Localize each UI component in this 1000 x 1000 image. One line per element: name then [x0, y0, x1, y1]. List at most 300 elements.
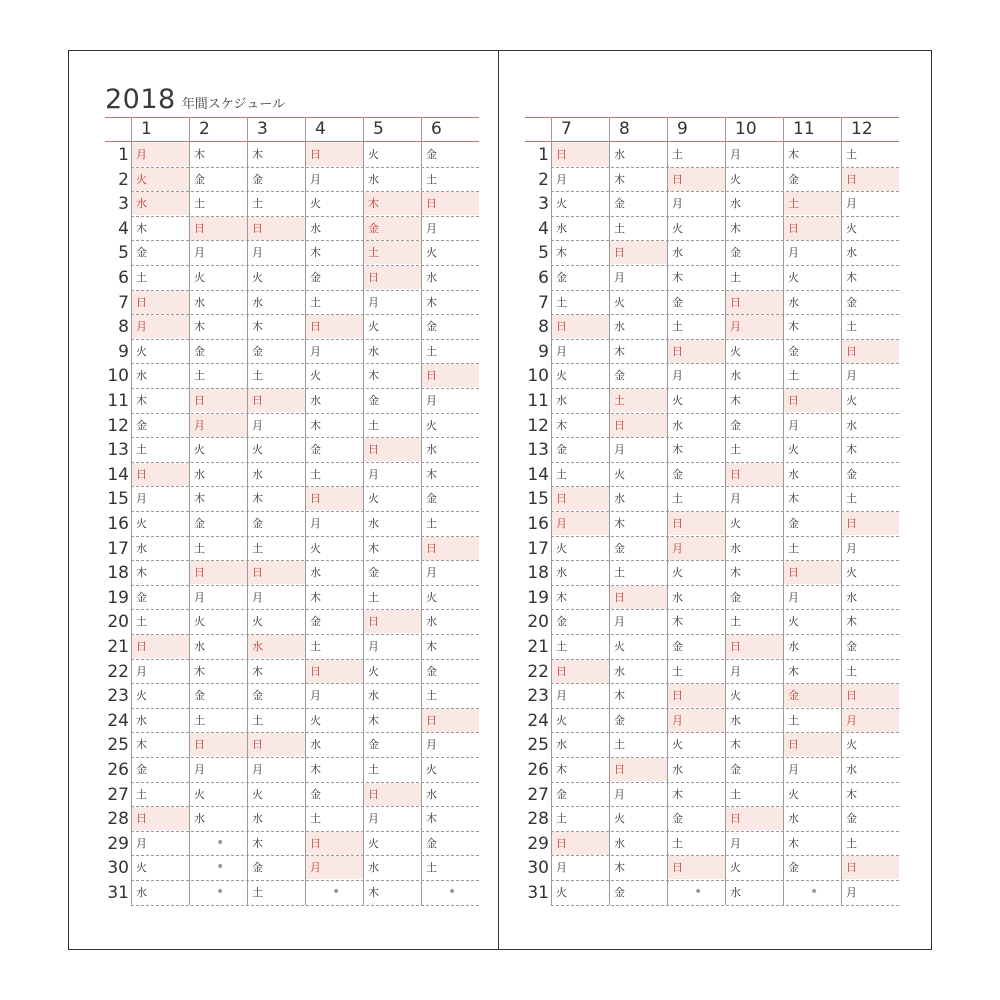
day-cell[interactable]: 火 — [556, 541, 567, 555]
day-cell[interactable]: 木 — [426, 295, 437, 309]
day-cell[interactable]: 月 — [726, 315, 783, 338]
day-cell[interactable]: 火 — [136, 861, 147, 875]
day-cell[interactable]: 金 — [194, 172, 205, 186]
day-cell[interactable]: 土 — [426, 689, 437, 703]
day-cell[interactable]: 火 — [556, 369, 567, 383]
day-cell[interactable]: 月 — [668, 709, 725, 732]
day-cell[interactable]: 土 — [252, 541, 263, 555]
day-cell[interactable]: 金 — [614, 197, 625, 211]
day-cell[interactable]: 土 — [252, 369, 263, 383]
day-cell[interactable]: 日 — [422, 364, 479, 387]
day-cell[interactable]: 水 — [310, 738, 321, 752]
day-cell[interactable]: 土 — [194, 713, 205, 727]
day-cell[interactable]: 日 — [364, 610, 421, 633]
day-cell[interactable]: 木 — [846, 787, 857, 801]
day-cell[interactable]: 火 — [614, 640, 625, 653]
day-cell[interactable]: 木 — [614, 172, 625, 186]
day-cell[interactable]: 火 — [426, 246, 437, 260]
day-cell[interactable]: 日 — [132, 635, 189, 658]
day-cell[interactable]: 火 — [132, 168, 189, 191]
day-cell[interactable]: 金 — [364, 217, 421, 240]
day-cell[interactable]: 日 — [132, 807, 189, 830]
day-cell[interactable]: 月 — [310, 344, 321, 358]
day-cell[interactable]: 水 — [368, 517, 379, 530]
day-cell[interactable]: 木 — [672, 615, 683, 629]
day-cell[interactable]: 火 — [614, 812, 625, 826]
day-cell[interactable]: 火 — [672, 566, 683, 580]
day-cell[interactable]: 火 — [136, 689, 147, 703]
day-cell[interactable]: 日 — [726, 291, 783, 314]
day-cell[interactable]: 月 — [556, 861, 567, 875]
day-cell[interactable]: 水 — [614, 836, 625, 850]
day-cell[interactable]: 火 — [556, 886, 567, 899]
day-cell[interactable]: 日 — [552, 143, 609, 166]
day-cell[interactable]: 水 — [846, 418, 857, 432]
day-cell[interactable]: 金 — [730, 418, 741, 432]
day-cell[interactable]: 月 — [252, 763, 263, 776]
day-cell[interactable]: 月 — [614, 271, 625, 284]
day-cell[interactable]: 土 — [846, 492, 857, 506]
day-cell[interactable]: 月 — [614, 787, 625, 801]
day-cell[interactable]: 月 — [306, 856, 363, 879]
day-cell[interactable]: 日 — [610, 758, 667, 781]
day-cell[interactable]: 金 — [310, 615, 321, 629]
day-cell[interactable]: 木 — [310, 763, 321, 776]
day-cell[interactable]: 日 — [306, 315, 363, 338]
day-cell[interactable]: 土 — [368, 763, 379, 776]
day-cell[interactable]: 木 — [310, 418, 321, 432]
day-cell[interactable]: 木 — [846, 443, 857, 457]
day-cell[interactable]: 月 — [252, 246, 263, 260]
day-cell[interactable]: 水 — [614, 492, 625, 506]
day-cell[interactable]: 土 — [672, 320, 683, 334]
day-cell[interactable]: 日 — [726, 635, 783, 658]
day-cell[interactable]: 土 — [136, 271, 147, 284]
day-cell[interactable]: 木 — [730, 221, 741, 235]
day-cell[interactable]: 水 — [672, 246, 683, 260]
day-cell[interactable]: 火 — [730, 517, 741, 530]
day-cell[interactable]: 木 — [194, 320, 205, 334]
day-cell[interactable]: 金 — [252, 344, 263, 358]
day-cell[interactable]: 土 — [846, 836, 857, 850]
day-cell[interactable]: 水 — [310, 566, 321, 580]
day-cell[interactable]: 木 — [368, 369, 379, 383]
day-cell[interactable]: 月 — [788, 763, 799, 776]
day-cell[interactable]: 金 — [194, 344, 205, 358]
day-cell[interactable]: 木 — [136, 221, 147, 235]
day-cell[interactable]: 木 — [252, 664, 263, 678]
day-cell[interactable]: 水 — [672, 763, 683, 776]
day-cell[interactable]: 木 — [788, 836, 799, 850]
day-cell[interactable]: 月 — [252, 418, 263, 432]
day-cell[interactable]: 木 — [730, 566, 741, 580]
day-cell[interactable]: 日 — [668, 340, 725, 363]
day-cell[interactable]: 月 — [846, 197, 857, 211]
day-cell[interactable]: 日 — [190, 389, 247, 412]
day-cell[interactable]: 月 — [730, 836, 741, 850]
day-cell[interactable]: 土 — [310, 467, 321, 481]
day-cell[interactable]: 水 — [788, 295, 799, 309]
day-cell[interactable]: 木 — [194, 148, 205, 161]
day-cell[interactable]: 木 — [672, 787, 683, 801]
day-cell[interactable]: 水 — [310, 221, 321, 235]
day-cell[interactable]: 金 — [672, 640, 683, 653]
day-cell[interactable]: 日 — [726, 463, 783, 486]
day-cell[interactable]: 水 — [252, 295, 263, 309]
day-cell[interactable]: 火 — [846, 394, 857, 407]
day-cell[interactable]: 日 — [190, 561, 247, 584]
day-cell[interactable]: 金 — [614, 369, 625, 383]
day-cell[interactable]: 月 — [672, 197, 683, 211]
day-cell[interactable]: 金 — [672, 812, 683, 826]
day-cell[interactable]: 月 — [556, 344, 567, 358]
day-cell[interactable]: 火 — [252, 443, 263, 457]
day-cell[interactable]: 水 — [614, 320, 625, 334]
day-cell[interactable]: 金 — [672, 295, 683, 309]
day-cell[interactable]: 火 — [252, 787, 263, 801]
day-cell[interactable]: 日 — [248, 733, 305, 756]
day-cell[interactable]: 水 — [614, 664, 625, 678]
day-cell[interactable]: 月 — [788, 590, 799, 604]
day-cell[interactable]: 水 — [132, 192, 189, 215]
day-cell[interactable]: 土 — [252, 713, 263, 727]
day-cell[interactable]: 日 — [668, 168, 725, 191]
day-cell[interactable]: 月 — [132, 143, 189, 166]
day-cell[interactable]: 火 — [194, 787, 205, 801]
day-cell[interactable]: 木 — [730, 738, 741, 752]
day-cell[interactable]: 金 — [426, 664, 437, 678]
day-cell[interactable]: 日 — [842, 340, 899, 363]
day-cell[interactable]: 月 — [426, 566, 437, 580]
day-cell[interactable]: 日 — [306, 487, 363, 510]
day-cell[interactable]: 月 — [730, 492, 741, 506]
day-cell[interactable]: 土 — [364, 241, 421, 264]
day-cell[interactable]: 水 — [788, 640, 799, 653]
day-cell[interactable]: 月 — [190, 414, 247, 437]
day-cell[interactable]: 火 — [672, 221, 683, 235]
day-cell[interactable]: 金 — [252, 172, 263, 186]
day-cell[interactable]: 日 — [132, 291, 189, 314]
day-cell[interactable]: 火 — [846, 738, 857, 752]
day-cell[interactable]: 月 — [252, 590, 263, 604]
day-cell[interactable]: 木 — [614, 344, 625, 358]
day-cell[interactable]: 月 — [368, 812, 379, 826]
day-cell[interactable]: 土 — [730, 615, 741, 629]
day-cell[interactable]: 金 — [252, 517, 263, 530]
day-cell[interactable]: 木 — [556, 590, 567, 604]
day-cell[interactable]: 日 — [132, 463, 189, 486]
day-cell[interactable]: 水 — [194, 640, 205, 653]
day-cell[interactable]: 水 — [730, 886, 741, 899]
day-cell[interactable]: 火 — [730, 861, 741, 875]
day-cell[interactable]: 火 — [252, 271, 263, 284]
day-cell[interactable]: 土 — [788, 369, 799, 383]
day-cell[interactable]: 火 — [846, 566, 857, 580]
day-cell[interactable]: 月 — [672, 369, 683, 383]
day-cell[interactable]: 金 — [672, 467, 683, 481]
day-cell[interactable]: 金 — [846, 295, 857, 309]
day-cell[interactable]: 水 — [368, 861, 379, 875]
day-cell[interactable]: 木 — [136, 394, 147, 407]
day-cell[interactable]: 木 — [310, 590, 321, 604]
day-cell[interactable]: 金 — [556, 615, 567, 629]
day-cell[interactable]: 火 — [310, 713, 321, 727]
day-cell[interactable]: 金 — [426, 148, 437, 161]
day-cell[interactable]: 水 — [730, 541, 741, 555]
day-cell[interactable]: 日 — [422, 709, 479, 732]
day-cell[interactable]: 月 — [846, 369, 857, 383]
day-cell[interactable]: 金 — [310, 443, 321, 457]
day-cell[interactable]: 金 — [368, 566, 379, 580]
day-cell[interactable]: 金 — [426, 836, 437, 850]
day-cell[interactable]: 火 — [368, 148, 379, 161]
day-cell[interactable]: 水 — [252, 812, 263, 826]
day-cell[interactable]: 水 — [310, 394, 321, 407]
day-cell[interactable]: 水 — [136, 541, 147, 555]
day-cell[interactable]: 土 — [556, 467, 567, 481]
day-cell[interactable]: 月 — [426, 221, 437, 235]
day-cell[interactable]: 土 — [136, 443, 147, 457]
day-cell[interactable]: 木 — [426, 640, 437, 653]
day-cell[interactable]: 土 — [672, 836, 683, 850]
day-cell[interactable]: 木 — [194, 492, 205, 506]
day-cell[interactable]: 月 — [730, 148, 741, 161]
day-cell[interactable]: 日 — [422, 537, 479, 560]
day-cell[interactable]: 水 — [426, 615, 437, 629]
day-cell[interactable]: 火 — [672, 394, 683, 407]
day-cell[interactable]: 月 — [556, 172, 567, 186]
day-cell[interactable]: 土 — [310, 640, 321, 653]
day-cell[interactable]: 水 — [556, 738, 567, 752]
day-cell[interactable]: 水 — [788, 467, 799, 481]
day-cell[interactable]: 火 — [788, 615, 799, 629]
day-cell[interactable]: 木 — [310, 246, 321, 260]
day-cell[interactable]: 日 — [784, 733, 841, 756]
day-cell[interactable]: 土 — [846, 320, 857, 334]
day-cell[interactable]: 水 — [136, 713, 147, 727]
day-cell[interactable]: 火 — [194, 443, 205, 457]
day-cell[interactable]: 土 — [310, 295, 321, 309]
day-cell[interactable]: 火 — [310, 369, 321, 383]
day-cell[interactable]: 木 — [556, 418, 567, 432]
day-cell[interactable]: 日 — [306, 660, 363, 683]
day-cell[interactable]: 金 — [252, 861, 263, 875]
day-cell[interactable]: 木 — [252, 320, 263, 334]
day-cell[interactable]: 火 — [136, 344, 147, 358]
day-cell[interactable]: 金 — [368, 738, 379, 752]
day-cell[interactable]: 金 — [614, 886, 625, 899]
day-cell[interactable]: 金 — [788, 517, 799, 530]
day-cell[interactable]: 月 — [310, 689, 321, 703]
day-cell[interactable]: 木 — [556, 246, 567, 260]
day-cell[interactable]: 水 — [194, 812, 205, 826]
day-cell[interactable]: 月 — [310, 517, 321, 530]
day-cell[interactable]: 金 — [136, 246, 147, 260]
day-cell[interactable]: 火 — [368, 836, 379, 850]
day-cell[interactable]: 日 — [726, 807, 783, 830]
day-cell[interactable]: 日 — [610, 241, 667, 264]
day-cell[interactable]: 木 — [252, 492, 263, 506]
day-cell[interactable]: 日 — [190, 217, 247, 240]
day-cell[interactable]: 火 — [614, 467, 625, 481]
day-cell[interactable]: 火 — [788, 271, 799, 284]
day-cell[interactable]: 木 — [788, 664, 799, 678]
day-cell[interactable]: 土 — [556, 812, 567, 826]
day-cell[interactable]: 水 — [672, 418, 683, 432]
day-cell[interactable]: 月 — [846, 886, 857, 899]
day-cell[interactable]: 水 — [730, 713, 741, 727]
day-cell[interactable]: 日 — [668, 684, 725, 707]
day-cell[interactable]: 金 — [730, 763, 741, 776]
day-cell[interactable]: 月 — [426, 394, 437, 407]
day-cell[interactable]: 金 — [136, 418, 147, 432]
day-cell[interactable]: 木 — [788, 492, 799, 506]
day-cell[interactable]: 火 — [730, 689, 741, 703]
day-cell[interactable]: 木 — [614, 689, 625, 703]
day-cell[interactable]: 水 — [426, 443, 437, 457]
day-cell[interactable]: 水 — [730, 369, 741, 383]
day-cell[interactable]: 火 — [788, 787, 799, 801]
day-cell[interactable]: 月 — [194, 763, 205, 776]
day-cell[interactable]: 日 — [784, 561, 841, 584]
day-cell[interactable]: 土 — [730, 443, 741, 457]
day-cell[interactable]: 土 — [784, 192, 841, 215]
day-cell[interactable]: 金 — [846, 467, 857, 481]
day-cell[interactable]: 金 — [310, 271, 321, 284]
day-cell[interactable]: 日 — [248, 389, 305, 412]
day-cell[interactable]: 水 — [556, 566, 567, 580]
day-cell[interactable]: 日 — [552, 832, 609, 855]
day-cell[interactable]: 日 — [364, 783, 421, 806]
day-cell[interactable]: 土 — [846, 148, 857, 161]
day-cell[interactable]: 金 — [556, 271, 567, 284]
day-cell[interactable]: 土 — [368, 590, 379, 604]
day-cell[interactable]: 月 — [614, 443, 625, 457]
day-cell[interactable]: 土 — [610, 389, 667, 412]
day-cell[interactable]: 月 — [788, 418, 799, 432]
day-cell[interactable]: 木 — [252, 836, 263, 850]
day-cell[interactable]: 土 — [672, 492, 683, 506]
day-cell[interactable]: 土 — [194, 197, 205, 211]
day-cell[interactable]: 火 — [730, 344, 741, 358]
day-cell[interactable]: 土 — [426, 861, 437, 875]
day-cell[interactable]: 日 — [552, 660, 609, 683]
day-cell[interactable]: 土 — [614, 738, 625, 752]
day-cell[interactable]: 月 — [788, 246, 799, 260]
day-cell[interactable]: 日 — [842, 856, 899, 879]
day-cell[interactable]: 月 — [846, 541, 857, 555]
day-cell[interactable]: 土 — [426, 517, 437, 530]
day-cell[interactable]: 日 — [306, 143, 363, 166]
day-cell[interactable]: 水 — [136, 369, 147, 383]
day-cell[interactable]: 日 — [784, 389, 841, 412]
day-cell[interactable]: 火 — [846, 221, 857, 235]
day-cell[interactable]: 金 — [368, 394, 379, 407]
day-cell[interactable]: 火 — [368, 664, 379, 678]
day-cell[interactable]: 金 — [730, 590, 741, 604]
day-cell[interactable]: 金 — [194, 517, 205, 530]
day-cell[interactable]: 金 — [252, 689, 263, 703]
day-cell[interactable]: 金 — [846, 640, 857, 653]
day-cell[interactable]: 土 — [556, 640, 567, 653]
day-cell[interactable]: 水 — [368, 689, 379, 703]
day-cell[interactable]: 土 — [672, 664, 683, 678]
day-cell[interactable]: 火 — [672, 738, 683, 752]
day-cell[interactable]: 土 — [730, 271, 741, 284]
day-cell[interactable]: 火 — [368, 320, 379, 334]
day-cell[interactable]: 月 — [842, 709, 899, 732]
day-cell[interactable]: 火 — [368, 492, 379, 506]
day-cell[interactable]: 土 — [136, 615, 147, 629]
day-cell[interactable]: 月 — [132, 315, 189, 338]
day-cell[interactable]: 月 — [194, 590, 205, 604]
day-cell[interactable]: 木 — [368, 886, 379, 899]
day-cell[interactable]: 月 — [426, 738, 437, 752]
day-cell[interactable]: 土 — [426, 172, 437, 186]
day-cell[interactable]: 水 — [846, 246, 857, 260]
day-cell[interactable]: 水 — [788, 812, 799, 826]
day-cell[interactable]: 木 — [368, 713, 379, 727]
day-cell[interactable]: 金 — [788, 344, 799, 358]
day-cell[interactable]: 木 — [136, 566, 147, 580]
day-cell[interactable]: 木 — [672, 271, 683, 284]
day-cell[interactable]: 木 — [364, 192, 421, 215]
day-cell[interactable]: 土 — [614, 566, 625, 580]
day-cell[interactable]: 月 — [368, 295, 379, 309]
day-cell[interactable]: 月 — [368, 640, 379, 653]
day-cell[interactable]: 水 — [248, 635, 305, 658]
day-cell[interactable]: 木 — [136, 738, 147, 752]
day-cell[interactable]: 月 — [668, 537, 725, 560]
day-cell[interactable]: 木 — [788, 148, 799, 161]
day-cell[interactable]: 日 — [248, 217, 305, 240]
day-cell[interactable]: 水 — [846, 763, 857, 776]
day-cell[interactable]: 金 — [784, 684, 841, 707]
day-cell[interactable]: 日 — [842, 684, 899, 707]
day-cell[interactable]: 土 — [556, 295, 567, 309]
day-cell[interactable]: 日 — [842, 512, 899, 535]
day-cell[interactable]: 土 — [788, 713, 799, 727]
day-cell[interactable]: 日 — [552, 315, 609, 338]
day-cell[interactable]: 日 — [784, 217, 841, 240]
day-cell[interactable]: 金 — [136, 763, 147, 776]
day-cell[interactable]: 月 — [136, 836, 147, 850]
day-cell[interactable]: 金 — [788, 861, 799, 875]
day-cell[interactable]: 火 — [194, 615, 205, 629]
day-cell[interactable]: 日 — [842, 168, 899, 191]
day-cell[interactable]: 土 — [368, 418, 379, 432]
day-cell[interactable]: 月 — [552, 512, 609, 535]
day-cell[interactable]: 日 — [248, 561, 305, 584]
day-cell[interactable]: 日 — [364, 266, 421, 289]
day-cell[interactable]: 金 — [426, 320, 437, 334]
day-cell[interactable]: 月 — [194, 246, 205, 260]
day-cell[interactable]: 水 — [614, 148, 625, 161]
day-cell[interactable]: 金 — [614, 541, 625, 555]
day-cell[interactable]: 水 — [730, 197, 741, 211]
day-cell[interactable]: 水 — [194, 467, 205, 481]
day-cell[interactable]: 月 — [614, 615, 625, 629]
day-cell[interactable]: 土 — [252, 886, 263, 899]
day-cell[interactable]: 土 — [252, 197, 263, 211]
day-cell[interactable]: 月 — [136, 664, 147, 678]
day-cell[interactable]: 木 — [846, 615, 857, 629]
day-cell[interactable]: 土 — [788, 541, 799, 555]
day-cell[interactable]: 火 — [788, 443, 799, 457]
day-cell[interactable]: 日 — [190, 733, 247, 756]
day-cell[interactable]: 火 — [614, 295, 625, 309]
day-cell[interactable]: 金 — [614, 713, 625, 727]
